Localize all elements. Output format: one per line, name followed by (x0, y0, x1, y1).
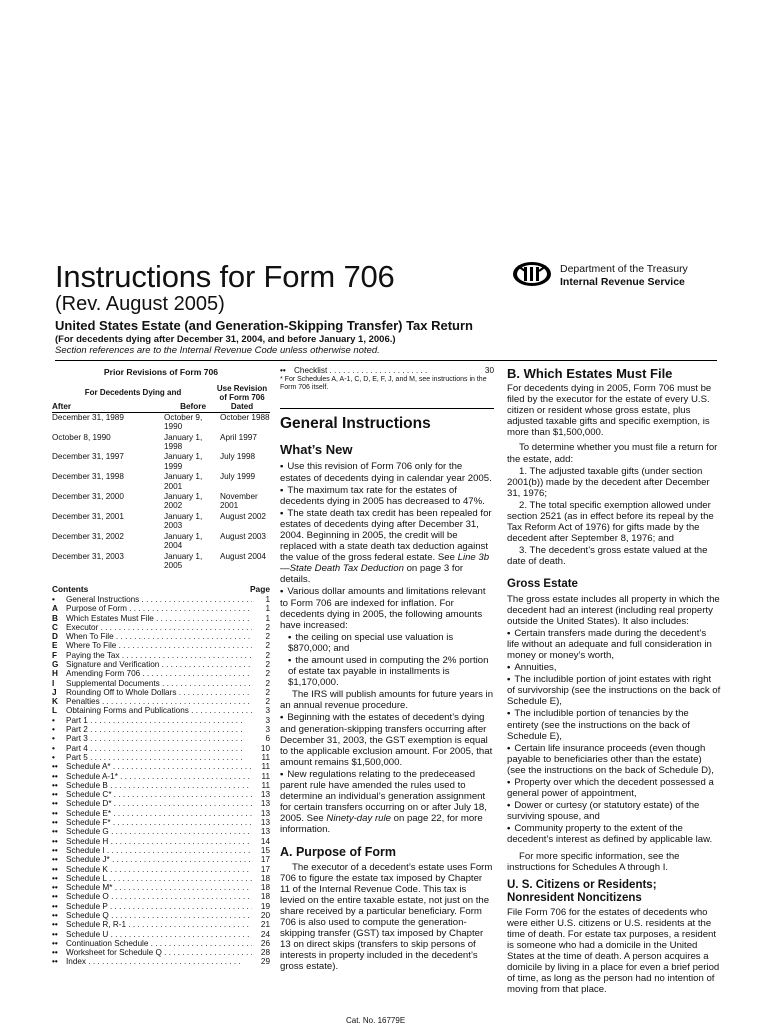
toc-mark: •• (52, 920, 58, 930)
revision-before: January 1, 2004 (164, 531, 203, 551)
toc-label: Continuation Schedule . . . (66, 939, 252, 948)
toc-label: Schedule U . . . (66, 930, 252, 939)
toc-item[interactable] (52, 604, 270, 613)
toc-label: Rounding Off to Whole Dollars . . . (66, 688, 252, 697)
toc-item[interactable] (52, 641, 270, 650)
revision-use: November 2001 (220, 492, 258, 511)
gross-estate-item-text: Annuities, (514, 662, 557, 674)
toc-label: Schedule A-1* . . . (66, 772, 252, 781)
revision-row (52, 492, 270, 512)
toc-page: 1 (265, 594, 270, 604)
revision-after: December 31, 1997 (52, 452, 124, 462)
irs-eagle-logo-icon (512, 260, 552, 288)
toc-item[interactable] (52, 799, 270, 808)
toc-label: Part 2 . . . (66, 725, 252, 734)
toc-mark: • (52, 725, 55, 735)
toc-mark: I (52, 678, 55, 688)
toc-page: 13 (260, 827, 270, 837)
toc-item[interactable] (52, 902, 270, 911)
toc-label: Part 1 . . . (66, 716, 252, 725)
toc-page: 18 (260, 873, 270, 883)
revision-after: December 31, 1989 (52, 412, 124, 422)
toc-page: 18 (260, 892, 270, 902)
gross-estate-item (507, 708, 721, 741)
department-label (560, 263, 688, 289)
toc-mark: •• (52, 818, 58, 828)
whats-new-paragraph: The IRS will publish amounts for future years in an annual revenue procedure. (280, 689, 494, 712)
col-header-before: Before (134, 399, 214, 412)
revision-after: December 31, 2001 (52, 511, 124, 521)
toc-item[interactable] (52, 623, 270, 632)
toc-label: Schedule K . . . (66, 865, 252, 874)
revision-after: October 8, 1990 (52, 432, 111, 442)
toc-mark: •• (52, 957, 58, 967)
toc-mark: •• (52, 864, 58, 874)
citizens-text: File Form 706 for the estates of decedents who were either U.S. citizens or U.S. residents at the time of death. For estate tax purposes, a resident is someone who had a domicile in the United States at the time of death. A person acquires a domicile by living in a place for even a brief period of time, as long as the person had no intention of moving from that place. (507, 906, 720, 996)
gross-estate-heading: Gross Estate (507, 577, 578, 590)
whats-new-item (280, 461, 494, 483)
toc-mark: B (52, 613, 58, 623)
toc-page: 15 (260, 845, 270, 855)
toc-mark: •• (52, 771, 58, 781)
toc-label: Purpose of Form . . . (66, 604, 252, 613)
revision-use: April 1997 (220, 432, 257, 442)
gross-estate-item (507, 628, 721, 661)
whats-new-text: Various dollar amounts and limitations relevant to Form 706 are indexed for inflation. For decedents dying in 2005, the following amounts have increased: (280, 586, 486, 631)
toc-item[interactable] (52, 781, 270, 790)
toc-label: General Instructions . . . (66, 595, 252, 604)
toc-item[interactable] (52, 790, 270, 799)
col-header-for-decedents: For Decedents Dying and (84, 387, 182, 397)
whats-new-text: on page 22, for more information. (280, 813, 483, 836)
toc-item[interactable] (52, 865, 270, 874)
revision-row (52, 512, 270, 532)
citizens-heading-line: U. S. Citizens or Residents; (507, 878, 657, 891)
toc-item[interactable] (52, 948, 270, 957)
revision-before: January 1, 2002 (164, 492, 203, 511)
page-title: Instructions for Form 706 (55, 259, 395, 294)
which-estates-item: 2. The total specific exemption allowed under section 2521 (as in effect before its repeal by the Tax Reform Act of 1976) for gifts made by the decedent after September 8, 1976; and (507, 499, 714, 545)
toc-item[interactable] (52, 744, 270, 753)
toc-page: 26 (260, 938, 270, 948)
toc-page: 18 (260, 883, 270, 893)
department-name: Department of the Treasury (560, 263, 688, 275)
toc-mark: F (52, 650, 58, 660)
toc-label: Amending Form 706 . . . (66, 669, 252, 678)
toc-item[interactable] (52, 772, 270, 781)
toc-mark: A (52, 604, 58, 614)
toc-mark: •• (280, 366, 286, 375)
toc-label: Where To File . . . (66, 641, 252, 650)
toc-mark: •• (52, 808, 58, 818)
contents-page-heading: Page (249, 584, 270, 595)
citizens-heading-line: Nonresident Noncitizens (507, 891, 642, 904)
toc-item[interactable] (52, 846, 270, 855)
toc-item[interactable] (52, 911, 270, 920)
whats-new-heading: What’s New (280, 442, 353, 458)
which-estates-item: 1. The adjusted taxable gifts (under section 2001(b)) made by the decedent after December 31, 1976; (507, 465, 710, 499)
toc-mark: •• (52, 892, 58, 902)
toc-page: 13 (260, 818, 270, 828)
gross-estate-item-text: The includible portion of joint estates with right of survivorship (see the instructions on the back of Schedule E), (507, 674, 721, 708)
toc-item[interactable] (52, 855, 270, 864)
gross-estate-item (507, 823, 721, 845)
revision-after: December 31, 2003 (52, 551, 124, 561)
which-estates-item: 3. The decedent’s gross estate valued at the date of death. (507, 545, 708, 568)
toc-mark: • (52, 752, 55, 762)
whats-new-text: the ceiling on special use valuation is $870,000; and (288, 631, 454, 654)
toc-mark: •• (52, 780, 58, 790)
toc-item[interactable] (52, 930, 270, 939)
gross-estate-item-text: Community property to the extent of the decedent’s interest as defined by applicable law. (507, 823, 713, 846)
toc-item[interactable] (52, 660, 270, 669)
whats-new-item (280, 769, 494, 836)
toc-label: Part 3 . . . (66, 734, 252, 743)
toc-label: Schedule H . . . (66, 837, 252, 846)
toc-mark: •• (52, 845, 58, 855)
toc-label: When To File . . . (66, 632, 252, 641)
toc-mark: • (52, 715, 55, 725)
toc-item[interactable] (52, 827, 270, 836)
toc-page: 11 (261, 752, 270, 762)
toc-mark: •• (52, 855, 58, 865)
toc-page: 17 (260, 864, 270, 874)
gross-estate-item (507, 800, 721, 822)
toc-page: 28 (260, 948, 270, 958)
toc-page: 13 (260, 790, 270, 800)
revision-before: January 1, 2001 (164, 472, 203, 491)
gross-estate-item-text: Dower or curtesy (or statutory estate) of the surviving spouse, and (507, 800, 700, 823)
toc-mark: •• (52, 929, 58, 939)
prior-revisions-title: Prior Revisions of Form 706 (103, 367, 219, 377)
toc-label: Schedule B . . . (66, 781, 252, 790)
general-instructions-heading: General Instructions (280, 408, 494, 433)
revision-after: December 31, 2002 (52, 531, 124, 541)
whats-new-subitem (280, 655, 494, 688)
revision-after: December 31, 1998 (52, 472, 124, 482)
gross-estate-item (507, 662, 721, 673)
toc-mark: •• (52, 938, 58, 948)
toc-item[interactable] (52, 837, 270, 846)
toc-mark: D (52, 632, 58, 642)
toc-item[interactable] (280, 366, 494, 375)
toc-item[interactable] (52, 920, 270, 929)
revision-row (52, 433, 270, 453)
purpose-heading: A. Purpose of Form (280, 844, 396, 859)
toc-item[interactable] (52, 892, 270, 901)
toc-page: 20 (260, 911, 270, 920)
applicability-note: (For decedents dying after December 31, 2004, and before January 1, 2006.) (55, 334, 396, 345)
toc-label: Worksheet for Schedule Q . . . (66, 948, 252, 957)
toc-page: 2 (265, 669, 270, 679)
gross-estate-text: The gross estate includes all property in which the decedent had an interest (including real property outside the United States). It also includes: (507, 593, 720, 627)
right-column (507, 366, 721, 997)
gross-estate-item (507, 674, 721, 707)
toc-label: Penalties . . . (66, 697, 252, 706)
gross-estate-item-text: The includible portion of tenancies by the entirety (see the instructions on the back of Schedule E), (507, 708, 690, 742)
toc-item[interactable] (52, 725, 270, 734)
toc-page: 2 (265, 687, 270, 697)
contents-header (52, 585, 270, 595)
toc-page: 19 (260, 901, 270, 911)
toc-label: Which Estates Must File . . . (66, 614, 252, 623)
which-estates-text: For decedents dying in 2005, Form 706 must be filed by the executor for the estate of every U.S. citizen or resident whose gross estate, plus adjusted taxable gifts and specific exemption, is more than $1,500,000. (507, 383, 712, 439)
contents-heading: Contents (52, 584, 89, 595)
toc-label: Schedule C* . . . (66, 790, 252, 799)
revision-use: October 1988 (220, 412, 270, 422)
toc-item[interactable] (52, 762, 270, 771)
toc-label: Signature and Verification . . . (66, 660, 252, 669)
toc-item[interactable] (52, 809, 270, 818)
gross-estate-text: For more specific information, see the instructions for Schedules A through I. (507, 850, 680, 873)
toc-page: 11 (261, 771, 270, 781)
toc-label: Schedule E* . . . (66, 809, 252, 818)
revision-date: (Rev. August 2005) (55, 293, 225, 315)
toc-mark: • (52, 594, 55, 604)
toc-label: Schedule I . . . (66, 846, 252, 855)
revision-row (52, 532, 270, 552)
which-estates-text: To determine whether you must file a return for the estate, add: (507, 442, 718, 465)
toc-mark: •• (52, 827, 58, 837)
toc-label: Schedule R, R-1 . . . (66, 920, 252, 929)
toc-item[interactable] (52, 753, 270, 762)
toc-mark: • (52, 743, 55, 753)
toc-mark: K (52, 697, 58, 707)
revision-row (52, 472, 270, 492)
whats-new-text: Beginning with the estates of decedent’s dying and generation-skipping transfers occurring after December 31, 2003, the GST exemption is equal to the applicable exclusion amount. For 2005, that amount remains $1,500,000. (280, 712, 493, 768)
whats-new-item (280, 712, 494, 767)
toc-item[interactable] (52, 874, 270, 883)
toc-page: 2 (265, 632, 270, 642)
toc-page: 1 (265, 604, 270, 614)
section-reference-note: Section references are to the Internal Revenue Code unless otherwise noted. (55, 345, 380, 356)
toc-page: 30 (484, 366, 494, 375)
cross-reference-link[interactable]: Ninety-day rule (326, 813, 391, 825)
toc-mark: J (52, 687, 57, 697)
toc-mark: •• (52, 883, 58, 893)
toc-label: Obtaining Forms and Publications . . . (66, 706, 252, 715)
toc-page: 3 (265, 706, 270, 716)
toc-page: 1 (265, 613, 270, 623)
gross-estate-item-text: Property over which the decedent possessed a general power of appointment, (507, 777, 714, 800)
gross-estate-item-text: Certain life insurance proceeds (even though payable to beneficiaries other than the estate) (see the instructions on the back of Schedule D), (507, 742, 714, 776)
toc-page: 2 (265, 659, 270, 669)
toc-page: 2 (265, 622, 270, 632)
revision-before: January 1, 1999 (164, 452, 203, 471)
toc-label: Index . . . (66, 957, 252, 966)
toc-mark: C (52, 622, 58, 632)
toc-page: 2 (265, 650, 270, 660)
toc-page: 21 (260, 920, 270, 930)
gross-estate-item (507, 777, 721, 799)
col-header-use-revision: Use Revision of Form 706 Dated (214, 384, 270, 413)
toc-item[interactable] (52, 614, 270, 623)
toc-label: Schedule A* . . . (66, 762, 252, 771)
toc-item[interactable] (52, 651, 270, 660)
toc-item[interactable] (52, 595, 270, 604)
toc-item[interactable] (52, 632, 270, 641)
whats-new-text: the amount used in computing the 2% portion of estate tax payable in installments is $1,170,000. (288, 655, 489, 689)
toc-label: Schedule F* . . . (66, 818, 252, 827)
form-subtitle: United States Estate (and Generation-Skipping Transfer) Tax Return (55, 318, 473, 333)
toc-mark: G (52, 659, 59, 669)
whats-new-item (280, 485, 494, 507)
which-estates-heading: B. Which Estates Must File (507, 366, 673, 381)
table-of-contents (52, 595, 270, 967)
toc-mark: H (52, 669, 58, 679)
col-header-after: After (52, 399, 134, 412)
toc-label: Schedule O . . . (66, 892, 252, 901)
toc-page: 2 (265, 641, 270, 651)
whats-new-item (280, 508, 494, 586)
left-column (52, 365, 270, 967)
revision-before: January 1, 2005 (164, 551, 203, 570)
toc-label: Part 5 . . . (66, 753, 252, 762)
toc-label: Schedule M* . . . (66, 883, 252, 892)
toc-page: 29 (260, 957, 270, 967)
toc-page: 13 (260, 808, 270, 818)
prior-revisions-rows (52, 412, 270, 571)
whats-new-text: New regulations relating to the predeceased parent rule have amended the rules used to determine an individual’s generation assignment for certain transfers occurring on or after July 18, 2005. See (280, 768, 487, 825)
revision-before: October 9, 1990 (164, 412, 203, 432)
revision-row (52, 452, 270, 472)
header-divider (55, 360, 717, 361)
toc-label: Supplemental Documents . . . (66, 679, 252, 688)
whats-new-text: The maximum tax rate for the estates of decedents dying in 2005 has decreased to 47%. (280, 484, 485, 507)
toc-label: Schedule Q . . . (66, 911, 252, 920)
toc-page: 10 (260, 743, 270, 753)
middle-column (280, 366, 494, 973)
toc-page: 11 (261, 780, 270, 790)
toc-label: Schedule G . . . (66, 827, 252, 836)
toc-mark: •• (52, 762, 58, 772)
revision-after: December 31, 2000 (52, 492, 124, 502)
toc-item[interactable] (52, 716, 270, 725)
toc-page: 14 (260, 836, 270, 846)
toc-item[interactable] (52, 818, 270, 827)
toc-page: 11 (261, 762, 270, 772)
revision-use: July 1999 (220, 472, 256, 482)
toc-label: Executor . . . (66, 623, 252, 632)
revision-before: January 1, 1998 (164, 432, 203, 452)
toc-label: Schedule D* . . . (66, 799, 252, 808)
whats-new-text: on page 3 for details. (280, 563, 464, 586)
toc-mark: •• (52, 901, 58, 911)
toc-page: 13 (260, 799, 270, 809)
toc-label: Schedule P . . . (66, 902, 252, 911)
cross-reference-link[interactable]: Line 3b—State Death Tax Deduction (280, 552, 490, 575)
whats-new-text: Use this revision of Form 706 only for the estates of decedents dying in calendar year 2005. (280, 461, 492, 484)
toc-item[interactable] (52, 957, 270, 966)
toc-mark: •• (52, 790, 58, 800)
toc-page: 3 (265, 715, 270, 725)
revision-use: August 2002 (220, 511, 266, 521)
whats-new-item (280, 586, 494, 630)
revision-row (52, 552, 270, 572)
citizens-heading (507, 879, 721, 905)
purpose-text: The executor of a decedent’s estate uses Form 706 to figure the estate tax imposed by Chapter 11 of the Internal Revenue Code. This tax is levied on the entire taxable estate, not just on the share received by a particular beneficiary. Form 706 is also used to compute the generation-skipping transfer (GST) tax imposed by Chapter 13 on direct skips (transfers to skip persons of interests in property included in the decedent’s gross estate). (280, 861, 493, 973)
toc-item[interactable] (52, 706, 270, 715)
toc-item[interactable] (52, 883, 270, 892)
toc-mark: •• (52, 873, 58, 883)
gross-estate-item-text: Certain transfers made during the decedent’s life without an adequate and full consideration in money or money’s worth, (507, 627, 712, 661)
toc-page: 6 (265, 734, 270, 744)
toc-item[interactable] (52, 697, 270, 706)
toc-mark: •• (52, 948, 58, 958)
toc-item[interactable] (52, 669, 270, 678)
gross-estate-item (507, 743, 721, 776)
toc-item[interactable] (52, 734, 270, 743)
toc-label: Schedule L . . . (66, 874, 252, 883)
toc-mark: •• (52, 836, 58, 846)
prior-revisions-table (52, 384, 270, 572)
revision-use: August 2003 (220, 531, 266, 541)
toc-item[interactable] (52, 939, 270, 948)
toc-mark: • (52, 734, 55, 744)
toc-label: Part 4 . . . (66, 744, 252, 753)
toc-label: Checklist . . . (294, 366, 476, 375)
catalog-number: Cat. No. 16779E (346, 1016, 406, 1025)
toc-label: Schedule J* . . . (66, 855, 252, 864)
whats-new-subitem (280, 632, 494, 654)
toc-page: 17 (260, 855, 270, 865)
toc-page: 2 (265, 697, 270, 707)
agency-name: Internal Revenue Service (560, 276, 685, 288)
toc-label: Paying the Tax . . . (66, 651, 252, 660)
whats-new-text: The state death tax credit has been repealed for estates of decedents dying after December 31, 2004. Beginning in 2005, the credit will be replaced with a state death tax deduction against the value of the gross federal estate. See (280, 507, 492, 564)
revision-use: July 1998 (220, 452, 256, 462)
toc-page: 2 (265, 678, 270, 688)
toc-item[interactable] (52, 679, 270, 688)
toc-page: 3 (265, 725, 270, 735)
toc-item[interactable] (52, 688, 270, 697)
toc-mark: •• (52, 799, 58, 809)
contents-footnote: * For Schedules A, A-1, C, D, E, F, J, and M, see instructions in the Form 706 itself. (280, 376, 487, 392)
revision-before: January 1, 2003 (164, 511, 203, 531)
toc-mark: E (52, 641, 58, 651)
toc-mark: L (52, 706, 58, 716)
revision-row (52, 412, 270, 432)
toc-mark: •• (52, 911, 58, 920)
revision-use: August 2004 (220, 551, 266, 561)
toc-page: 24 (260, 929, 270, 939)
